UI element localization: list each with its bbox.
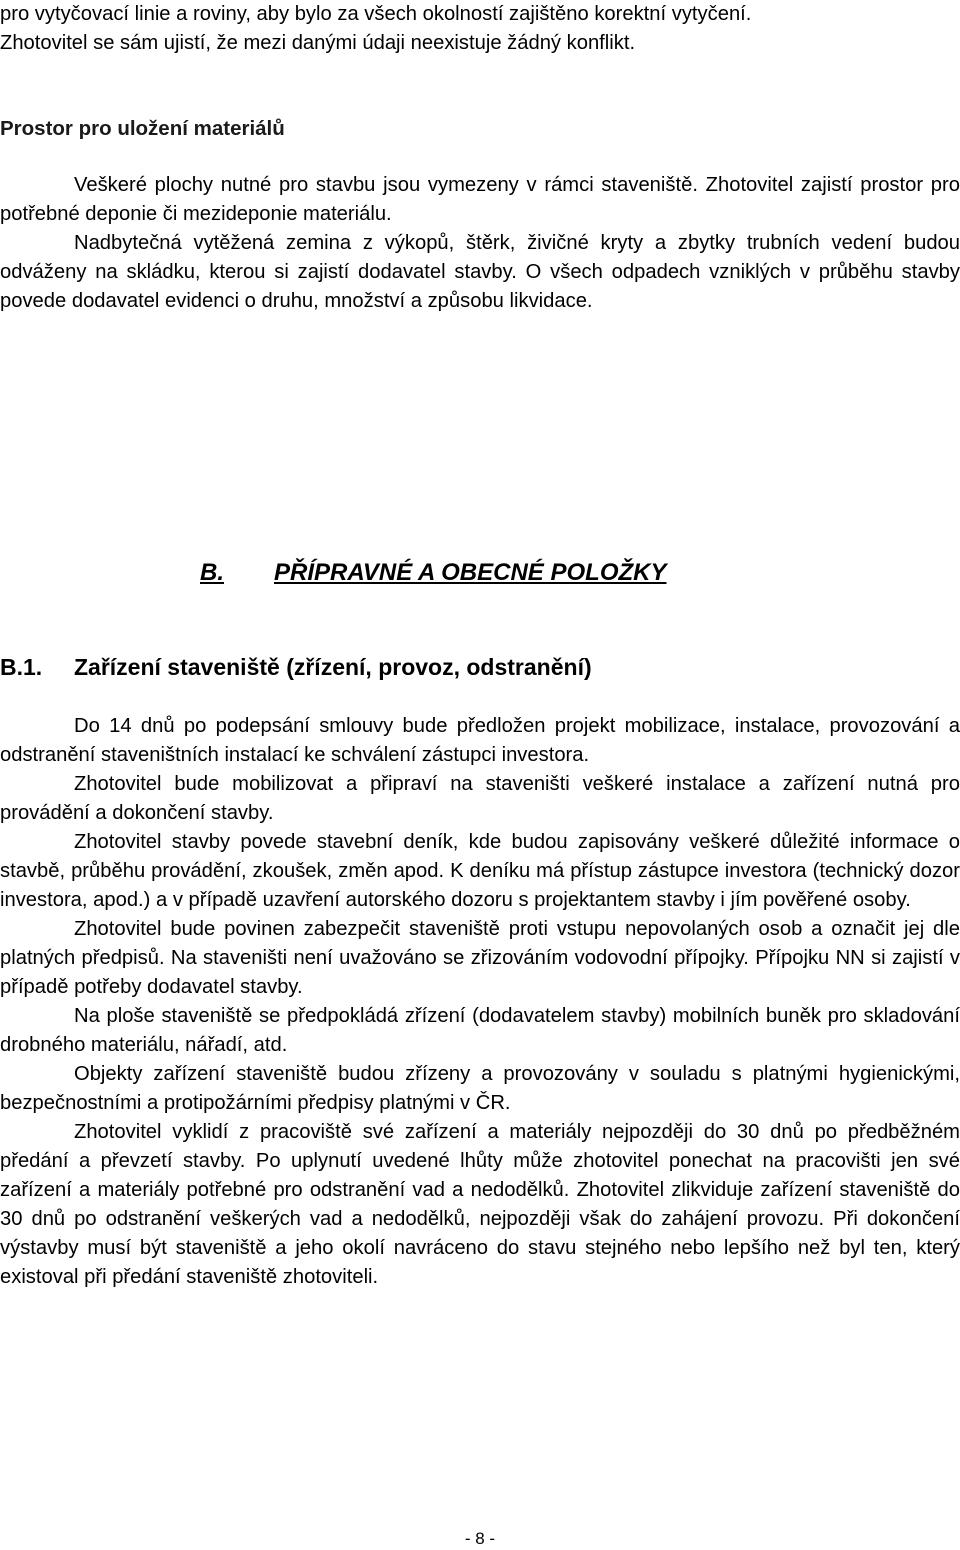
paragraph: Zhotovitel bude povinen zabezpečit staveniště proti vstupu nepovolaných osob a označit jej dle platných předpisů. Na staveništi není uvažováno se zřizováním vodovodní přípojky. Přípojku NN si zajistí v případě potřeby dodavatel stavby. xyxy=(0,918,960,998)
section-b1-body xyxy=(0,712,960,1292)
paragraph: Veškeré plochy nutné pro stavbu jsou vymezeny v rámci staveniště. Zhotovitel zajistí prostor pro potřebné deponie či mezideponie materiálu. xyxy=(0,174,960,225)
paragraph: Do 14 dnů po podepsání smlouvy bude předložen projekt mobilizace, instalace, provozování a odstranění staveništních instalací ke schválení zástupci investora. xyxy=(0,715,960,766)
intro-line: Zhotovitel se sám ujistí, že mezi danými údaji neexistuje žádný konflikt. xyxy=(0,32,636,54)
paragraph: Zhotovitel bude mobilizovat a připraví na staveništi veškeré instalace a zařízení nutná pro provádění a dokončení stavby. xyxy=(0,773,960,824)
section-heading-prostor: Prostor pro uložení materiálů xyxy=(0,117,285,140)
paragraph: Zhotovitel stavby povede stavební deník, kde budou zapisovány veškeré důležité informace o stavbě, průběhu provádění, zkoušek, změn apod. K deníku má přístup zástupce investora (technický dozor investora, apod.) a v případě uzavření autorského dozoru s projektantem stavby i jím pověřené osoby. xyxy=(0,831,960,911)
section-heading-b1 xyxy=(0,652,592,682)
paragraph: Zhotovitel vyklidí z pracoviště své zařízení a materiály nejpozději do 30 dnů po předběžném předání a převzetí stavby. Po uplynutí uvedené lhůty může zhotovitel ponechat na pracovišti jen své zařízení a materiály potřebné pro odstranění vad a nedodělků. Zhotovitel zlikviduje zařízení staveniště do 30 dnů po odstranění veškerých vad a nedodělků, nejpozději však do zahájení provozu. Při dokončení výstavby musí být staveniště a jeho okolí navráceno do stavu stejného nebo lepšího než byl ten, který existoval při předání staveniště zhotoviteli. xyxy=(0,1121,960,1288)
intro-line: pro vytyčovací linie a roviny, aby bylo za všech okolností zajištěno korektní vytyčení. xyxy=(0,3,752,25)
section-title: PŘÍPRAVNÉ A OBECNÉ POLOŽKY xyxy=(274,559,667,586)
section-number: B. xyxy=(200,559,224,586)
section-title: Zařízení staveniště (zřízení, provoz, odstranění) xyxy=(74,654,592,680)
intro-text xyxy=(0,0,960,58)
prostor-body xyxy=(0,171,960,316)
section-heading-b xyxy=(200,557,666,589)
paragraph: Objekty zařízení staveniště budou zřízeny a provozovány v souladu s platnými hygienickými, bezpečnostními a protipožárními předpisy platnými v ČR. xyxy=(0,1063,960,1114)
section-number: B.1. xyxy=(0,654,43,680)
paragraph: Na ploše staveniště se předpokládá zřízení (dodavatelem stavby) mobilních buněk pro skladování drobného materiálu, nářadí, atd. xyxy=(0,1005,960,1056)
page-number: - 8 - xyxy=(464,1529,496,1548)
paragraph: Nadbytečná vytěžená zemina z výkopů, štěrk, živičné kryty a zbytky trubních vedení budou odváženy na skládku, kterou si zajistí dodavatel stavby. O všech odpadech vzniklých v průběhu stavby povede dodavatel evidenci o druhu, množství a způsobu likvidace. xyxy=(0,232,960,312)
